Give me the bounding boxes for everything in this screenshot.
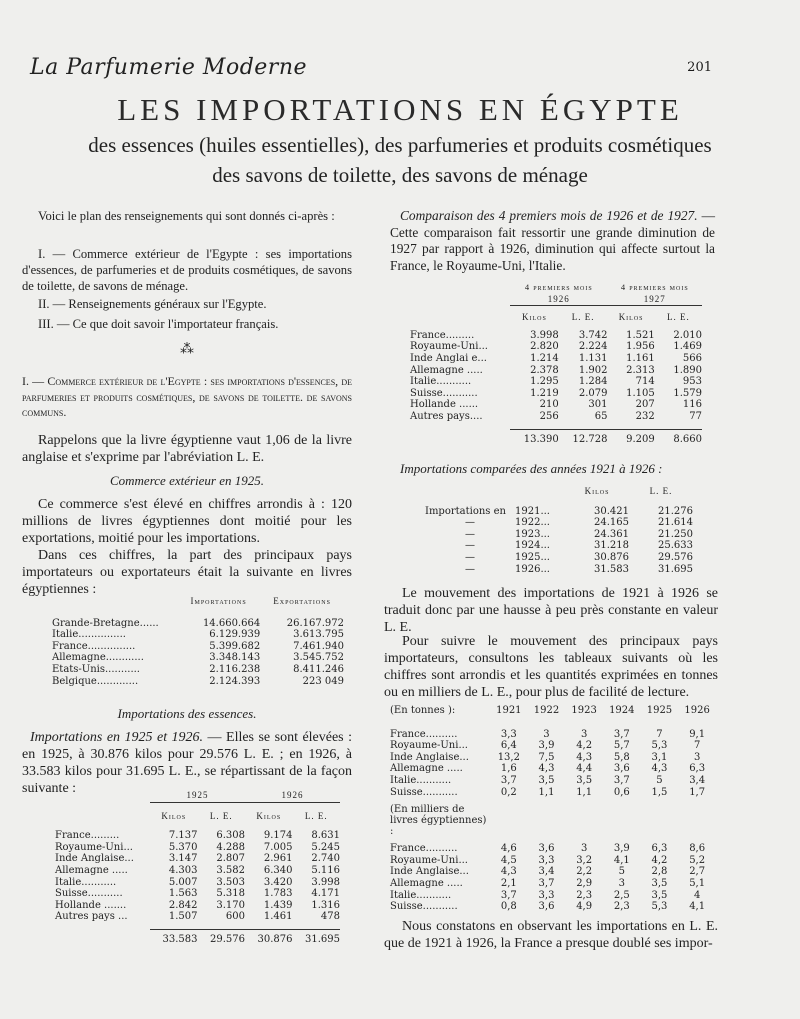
table-row: — 1926... 31.583 31.695 [465, 563, 693, 575]
journal-title: La Parfumerie Moderne [30, 55, 308, 80]
table-row: Italie........... 5.007 3.503 3.420 3.998 [55, 876, 340, 888]
commerce-paragraph: Ce commerce s'est élevé en chiffres arrondis à : 120 millions de livres égyptiennes dont moitié pour les exportations, moitié pour les importations. [22, 497, 352, 546]
months-group-2: 4 premiers mois [620, 282, 689, 292]
months-year-1927: 1927 [643, 293, 666, 304]
country-table: (En tonnes ): 1921 1922 1923 1924 1925 1926 France.......... 3,3 3 3 3,7 7 9,1 Royaume-Uni... 6,4 3,9 4,2 5,7 5,3 7 Inde Anglaise... 13,2 7,5 4,3 5,8 3,1 3 Allemagne ..... 1,6 4,3 4,4 3,6 4,3 6,3 Italie........... 3,7 3,5 3,5 3,7 5 3,4 Suisse........... 0,2 1,1 1,1 0,6 1,5 1,7 (En milliers de livres égyptiennes) : France.......... 4,6 3,6 3 3,9 6,3 8,6 Royaume-Uni... 4,5 3,3 3,2 4,1 4,2 5,2 Inde Anglaise... 4,3 3,4 2,2 5 2,8 2,7 Allemagne ..... 2,1 3,7 2,9 3 3,5 5,1 Italie........... 3,7 3,3 2,3 2,5 3,5 4 Suisse........... 0,8 3,6 4,9 2,3 5,3 4,1 [390, 705, 716, 913]
table-row: Inde Anglaise... 4,3 3,4 2,2 5 2,8 2,7 [390, 866, 706, 878]
yearly-heading: Importations comparées des années 1921 à 1926 : [400, 461, 663, 476]
totals-row: 33.583 29.576 30.876 31.695 [162, 933, 340, 945]
essences-text: — Elles se sont élevées : en 1925, à 30.876 kilos pour 29.576 L. E. ; en 1926, à 33.583 kilos pour 31.695 L. E., se répartissant de la façon suivante : [22, 730, 352, 796]
essences-year-1926: 1926 [281, 790, 304, 800]
table-row: Allemagne............ 3.348.143 3.545.752 [52, 652, 344, 664]
plan-item-2: II. — Renseignements généraux sur l'Egypte. [38, 297, 267, 311]
totals-row: 13.390 12.728 9.209 8.660 [523, 433, 702, 445]
part-paragraph: Dans ces chiffres, la part des principaux pays importateurs ou exportateurs était la suivante en livres égyptiennes : [22, 548, 352, 597]
table-row: France......... 3.998 3.742 1.521 2.010 [410, 329, 702, 341]
follow-paragraph: Pour suivre le mouvement des principaux pays importateurs, consultons les tableaux suivants où les chiffres sont arrondis et les quantités exprimées en tonnes ou en milliers de L. E., pour plus de facilité de lecture. [384, 634, 718, 700]
table-row: Hollande ...... 210 301 207 116 [410, 399, 702, 411]
table-row: Inde Anglai e... 1.214 1.131 1.161 566 [410, 352, 702, 364]
table-row: — 1922... 24.165 21.614 [465, 517, 693, 529]
table-row: Suisse........... 0,8 3,6 4,9 2,3 5,3 4,1 [390, 901, 706, 913]
table-row: Inde Anglaise... 3.147 2.807 2.961 2.740 [55, 853, 340, 865]
table-row: Royaume-Uni... 6,4 3,9 4,2 5,7 5,3 7 [390, 740, 701, 752]
page-title: LES IMPORTATIONS EN ÉGYPTE [117, 92, 683, 127]
page-number: 201 [687, 60, 712, 75]
comparison-heading: Comparaison des 4 premiers mois de 1926 et de 1927. [400, 208, 698, 223]
trade-header-imports: Importations [190, 596, 247, 606]
table-row: Allemagne ..... 2.378 1.902 2.313 1.890 [410, 364, 702, 376]
essences-paragraph [22, 729, 352, 797]
table-row: Italie........... 3,7 3,5 3,5 3,7 5 3,4 [390, 774, 706, 786]
movement-paragraph: Le mouvement des importations de 1921 à 1926 se traduit donc par une hausse à peu près constante en valeur L. E. [384, 586, 718, 635]
table-row: Suisse........... 0,2 1,1 1,1 0,6 1,5 1,7 [390, 786, 706, 798]
table-row: — 1925... 30.876 29.576 [465, 551, 693, 563]
table-row: Suisse........... 1.563 5.318 1.783 4.171 [55, 888, 340, 900]
trade-table [52, 596, 344, 687]
table-row: France.......... 3,3 3 3 3,7 7 9,1 [390, 728, 706, 740]
table-row: France......... 7.137 6.308 9.174 8.631 [55, 830, 340, 842]
table-row: Royaume-Uni... 5.370 4.288 7.005 5.245 [55, 841, 340, 853]
section-heading: I. — Commerce extérieur de l'Egypte : ses importations d'essences, de parfumeries et produits cosmétiques, de savons de toilette. de savons communs. [22, 374, 352, 419]
table-row: Etats-Unis........... 2.116.238 8.411.246 [52, 663, 344, 675]
table-row: Royaume-Uni... 4,5 3,3 3,2 4,1 4,2 5,2 [390, 854, 706, 866]
table-row: Allemagne ..... 4.303 3.582 6.340 5.116 [55, 864, 340, 876]
plan-item-3: III. — Ce que doit savoir l'importateur français. [38, 317, 279, 331]
table-row: Belgique............. 2.124.393 223 049 [52, 675, 344, 687]
table-row: Autres pays ... 1.507 600 1.461 478 [55, 911, 340, 923]
comparison-text: — Cette comparaison fait ressortir une grande diminution de 1927 par rapport à 1926, diminution qui affecte surtout la France, le Royaume-Uni, l'Italie. [390, 208, 715, 273]
table-row: — 1923... 24.361 21.250 [465, 528, 693, 540]
essences-heading: Importations des essences. [117, 706, 257, 721]
closing-paragraph: Nous constatons en observant les importations en L. E. que de 1921 à 1926, la France a presque doublé ses impor- [384, 919, 718, 951]
months-year-1926: 1926 [547, 293, 570, 304]
table-row: France.......... 4,6 3,6 3 3,9 6,3 8,6 [390, 843, 706, 855]
table-row: Suisse........... 1.219 2.079 1.105 1.579 [410, 387, 702, 399]
table-row: Allemagne ..... 2,1 3,7 2,9 3 3,5 5,1 [390, 877, 706, 889]
table-row: Royaume-Uni... 2.820 2.224 1.956 1.469 [410, 341, 702, 353]
comparison-paragraph [390, 208, 715, 274]
months-table: 4 premiers mois 4 premiers mois 1926 1927 Kilos L. E. Kilos L. E. France......... 3.998 3.742 1.521 2.010 Royaume-Uni... 2.820 2.224 1.956 1.469 Inde Anglai e... 1.214 1.131 1.161 566 Allemagne ..... 2.378 1.902 2.313 1.890 Italie........... 1.295 1.284 714 953 Suisse........... 1.219 2.079 1.105 1.579 Hollande ...... 210 301 207 116 Autres pays.... 256 65 232 77 13.390 12.728 9.209 8.660 [410, 282, 702, 445]
rappel-paragraph: Rappelons que la livre égyptienne vaut 1,06 de la livre anglaise et s'exprime par l'abréviation L. E. [22, 433, 352, 465]
table-row: Hollande ....... 2.842 3.170 1.439 1.316 [55, 899, 340, 911]
commerce-heading: Commerce extérieur en 1925. [109, 473, 265, 488]
essences-table: 1925 1926 Kilos L. E. Kilos L. E. France......... 7.137 6.308 9.174 8.631 Royaume-Uni... 5.370 4.288 7.005 5.245 Inde Anglaise... 3.147 2.807 2.961 2.740 Allemagne ..... 4.303 3.582 6.340 5.116 Italie........... 5.007 3.503 3.420 3.998 Suisse........... 1.563 5.318 1.783 4.171 Hollande ....... 2.842 3.170 1.439 1.316 Autres pays ... 1.507 600 1.461 478 33.583 29.576 30.876 31.695 [55, 790, 340, 945]
table-row: Allemagne ..... 1,6 4,3 4,4 3,6 4,3 6,3 [390, 763, 706, 775]
unit-tonnes: (En tonnes ): [390, 705, 456, 716]
essences-lead: Importations en 1925 et 1926. [30, 730, 204, 745]
months-group-1: 4 premiers mois [524, 282, 593, 292]
table-row: Importations en 1921... 30.421 21.276 [425, 505, 693, 517]
trade-header-exports: Exportations [273, 596, 331, 606]
essences-year-1925: 1925 [186, 790, 209, 800]
unit-livres: (En milliers de livres égyptiennes) : [390, 804, 487, 838]
intro-paragraph: Voici le plan des renseignements qui sont donnés ci-après : [38, 209, 335, 223]
table-row: Italie............... 6.129.939 3.613.795 [52, 629, 344, 641]
table-row: Autres pays.... 256 65 232 77 [410, 410, 702, 422]
yearly-table: Kilos L. E. Importations en 1921... 30.421 21.276 — 1922... 24.165 21.614 — 1923... 24.361 21.250 — 1924... 31.218 25.633 — 1925... 30.876 29.576 — 1926... 31.583 31.695 [425, 486, 693, 575]
subtitle-line-1: des essences (huiles essentielles), des parfumeries et produits cosmétiques [88, 133, 712, 157]
table-row: Italie........... 1.295 1.284 714 953 [410, 376, 702, 388]
subtitle-line-2: des savons de toilette, des savons de ménage [212, 163, 588, 187]
stars-divider: ⁂ [180, 342, 194, 357]
plan-item-1: I. — Commerce extérieur de l'Egypte : ses importations d'essences, de parfumeries et de produits cosmétiques, de savons de toilette, de savons de ménage. [22, 247, 352, 293]
table-row: France............... 5.399.682 7.461.940 [52, 640, 344, 652]
table-row: Inde Anglaise... 13,2 7,5 4,3 5,8 3,1 3 [390, 751, 701, 763]
table-row: Grande-Bretagne...... 14.660.664 26.167.972 [52, 617, 344, 629]
table-row: Italie........... 3,7 3,3 2,3 2,5 3,5 4 [390, 889, 701, 901]
table-row: — 1924... 31.218 25.633 [465, 540, 693, 552]
